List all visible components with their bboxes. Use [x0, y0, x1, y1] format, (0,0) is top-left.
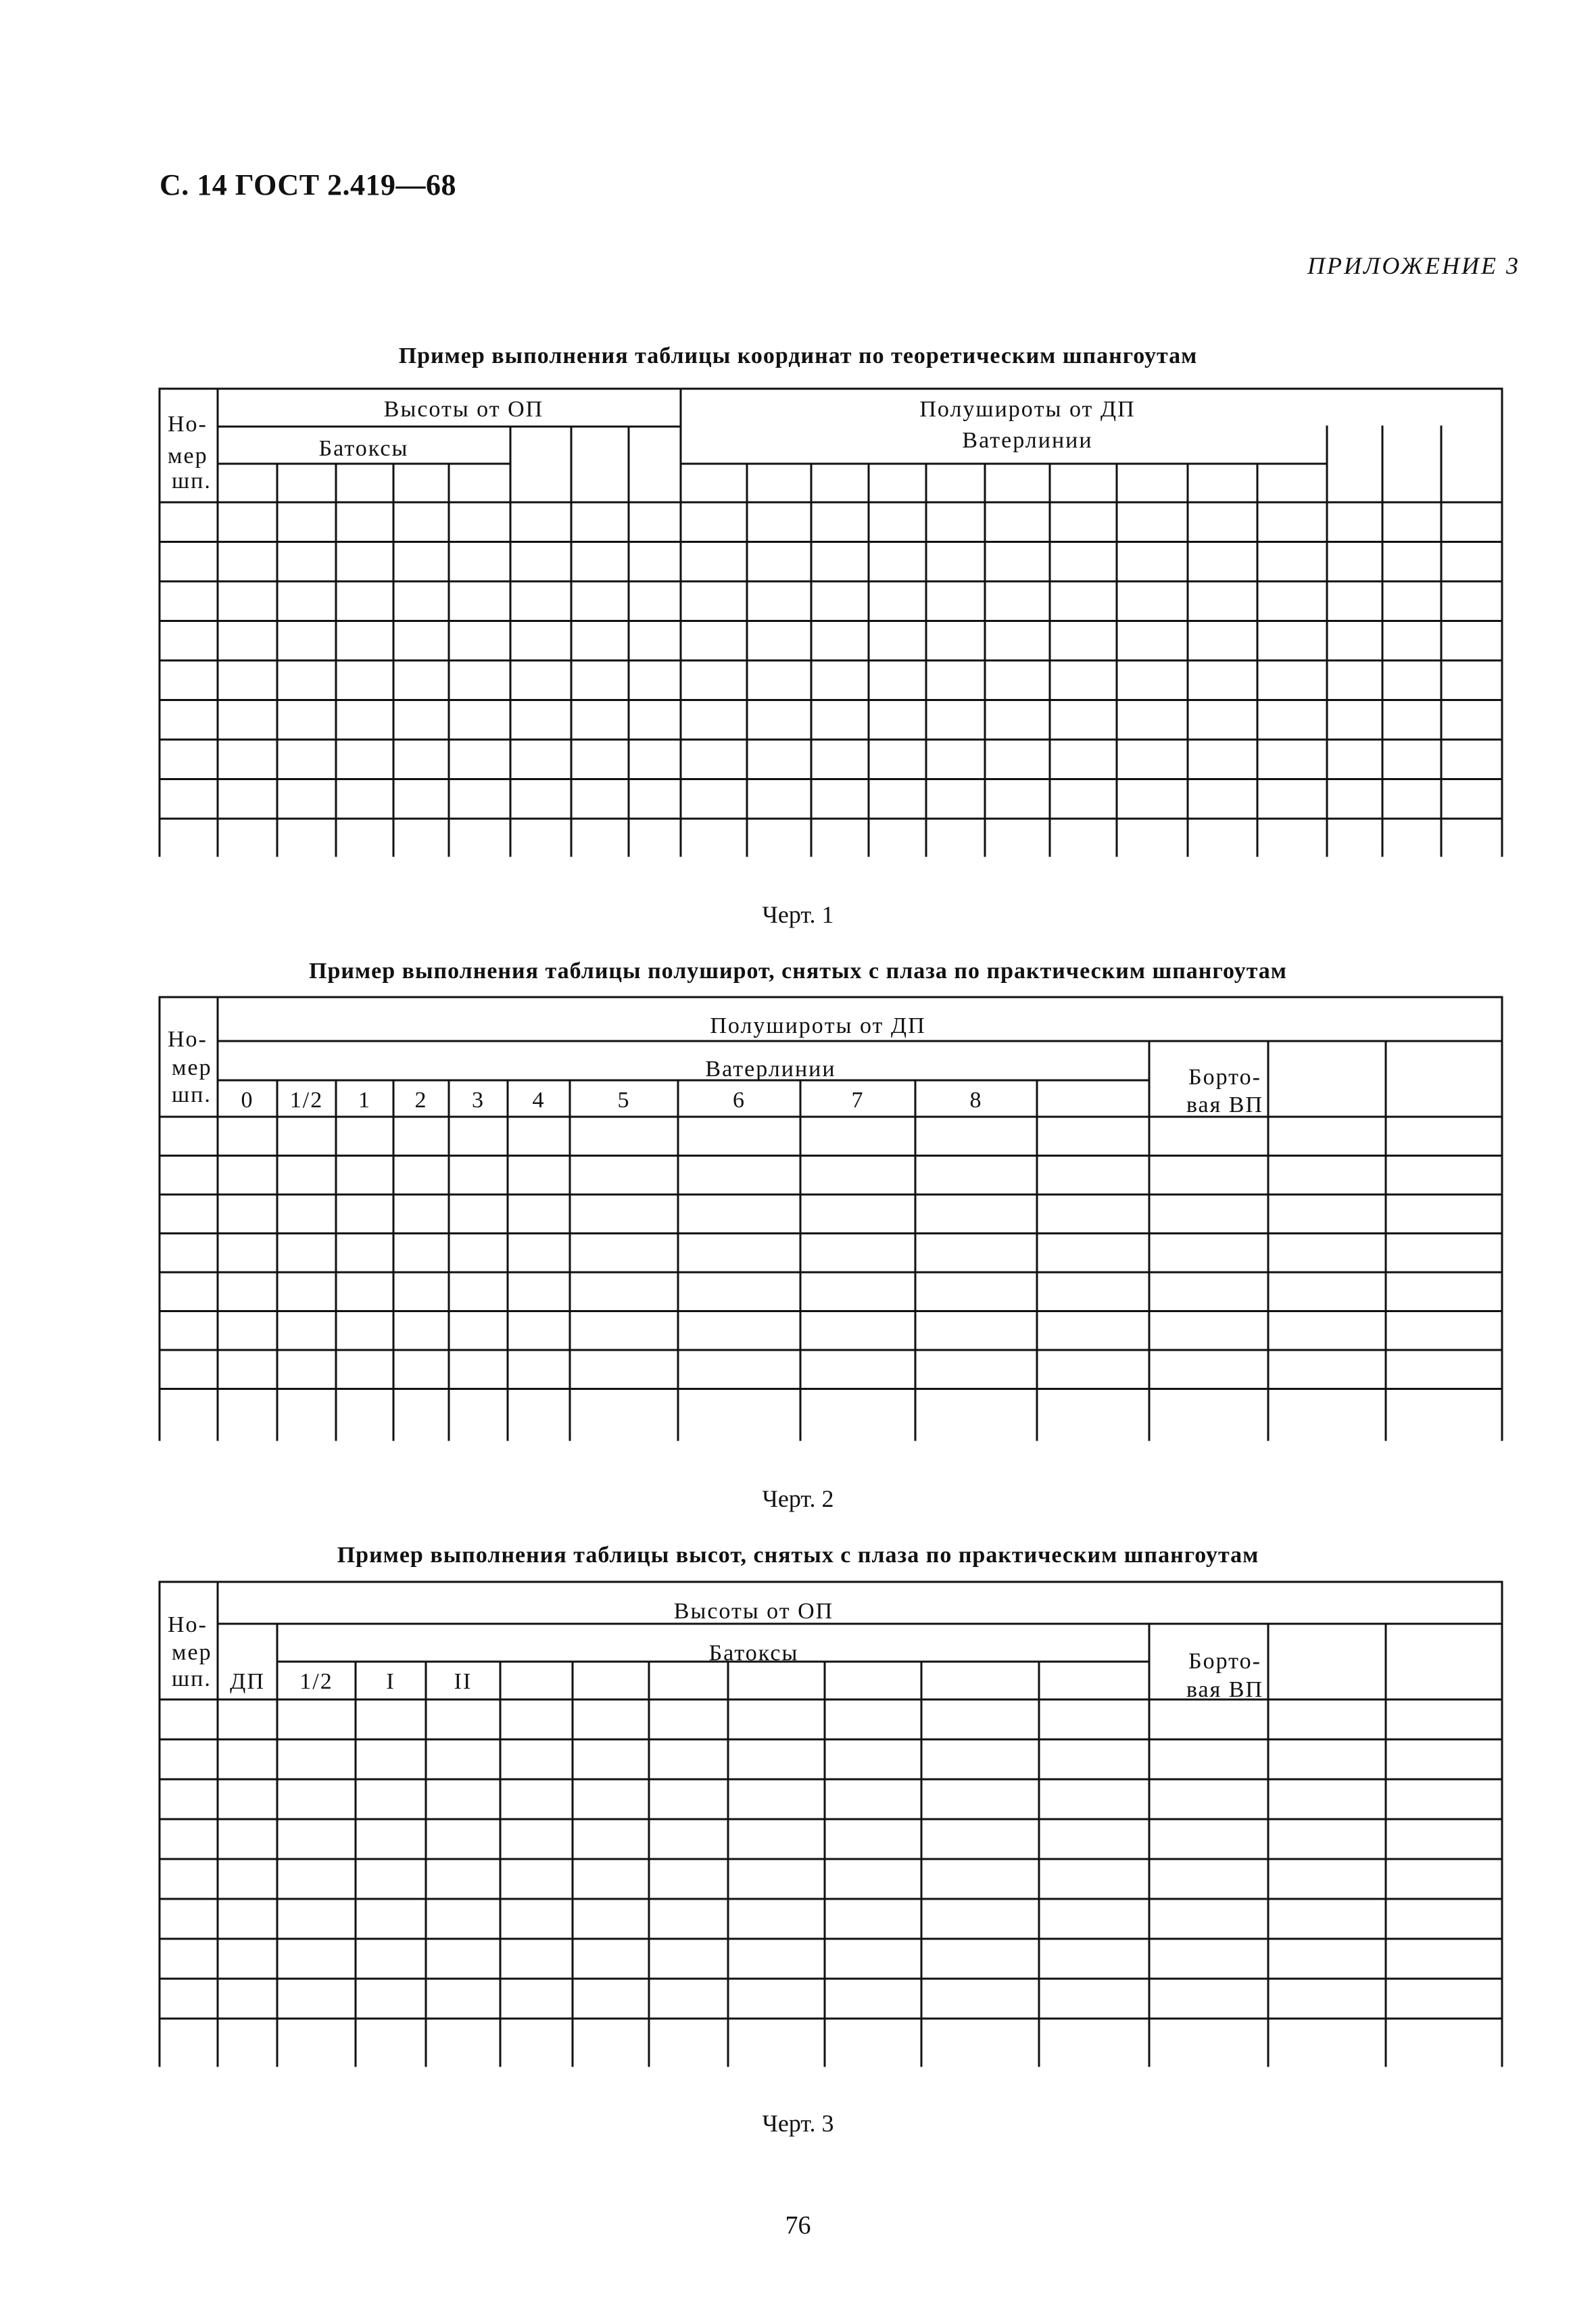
waterline-number-6: 5 [617, 1088, 631, 1113]
buttock-number-1: 1/2 [299, 1669, 333, 1694]
waterline-number-3: 2 [414, 1088, 428, 1113]
t1-half-breadths-header: Полуширoты от ДП [919, 397, 1136, 422]
t2-frame-no-line2: мер [172, 1055, 212, 1080]
t3-heights-header: Высоты от ОП [673, 1599, 834, 1624]
buttock-number-2: I [386, 1669, 395, 1694]
t3-buttocks-header: Батоксы [708, 1641, 799, 1666]
t1-buttocks-header: Батоксы [318, 436, 409, 461]
waterline-number-2: 1 [358, 1088, 371, 1113]
table3-title: Пример выполнения таблицы высот, снятых с плаза по практическим шпангоутам [337, 1543, 1259, 1568]
waterline-number-1: 1/2 [289, 1088, 324, 1113]
t1-frame-no-line3: шп. [172, 468, 212, 493]
t1-frame-no-line2: мер [168, 443, 208, 468]
buttock-number-3: II [454, 1669, 473, 1694]
t1-heights-header: Высоты от ОП [383, 397, 544, 422]
waterline-number-0: 0 [241, 1088, 254, 1113]
table2-title: Пример выполнения таблицы полуширот, снятых с плаза по практическим шпангоутам [309, 959, 1287, 984]
t2-frame-no-line1: Но- [168, 1027, 208, 1052]
appendix-label: ПРИЛОЖЕНИЕ 3 [1307, 252, 1520, 279]
page-header: С. 14 ГОСТ 2.419—68 [160, 168, 457, 201]
waterline-number-8: 7 [851, 1088, 865, 1113]
t2-waterlines-header: Ватерлинии [705, 1057, 836, 1082]
t2-side-vp-line1: Борто- [1188, 1065, 1261, 1090]
waterline-number-7: 6 [733, 1088, 746, 1113]
t3-side-vp-line1: Борто- [1188, 1649, 1261, 1674]
waterline-number-4: 3 [472, 1088, 485, 1113]
t2-half-breadths-header: Полуширoты от ДП [710, 1013, 926, 1038]
page-number: 76 [785, 2211, 811, 2240]
t3-frame-no-line2: мер [172, 1640, 212, 1665]
t3-frame-no-line3: шп. [172, 1666, 212, 1691]
table2-caption: Черт. 2 [762, 1485, 834, 1512]
t2-side-vp-line2: вая ВП [1186, 1092, 1264, 1117]
t1-waterlines-header: Ватерлинии [962, 428, 1093, 453]
table1-caption: Черт. 1 [762, 901, 834, 928]
table3-caption: Черт. 3 [762, 2110, 834, 2137]
buttock-number-0: ДП [230, 1669, 265, 1694]
t3-frame-no-line1: Но- [168, 1612, 208, 1637]
t2-frame-no-line3: шп. [172, 1082, 212, 1107]
waterline-number-9: 8 [969, 1088, 983, 1113]
t1-frame-no-line1: Но- [168, 412, 208, 437]
waterline-number-5: 4 [532, 1088, 546, 1113]
table1-title: Пример выполнения таблицы координат по теоретическим шпангоутам [398, 343, 1198, 368]
t3-side-vp-line2: вая ВП [1186, 1677, 1264, 1702]
